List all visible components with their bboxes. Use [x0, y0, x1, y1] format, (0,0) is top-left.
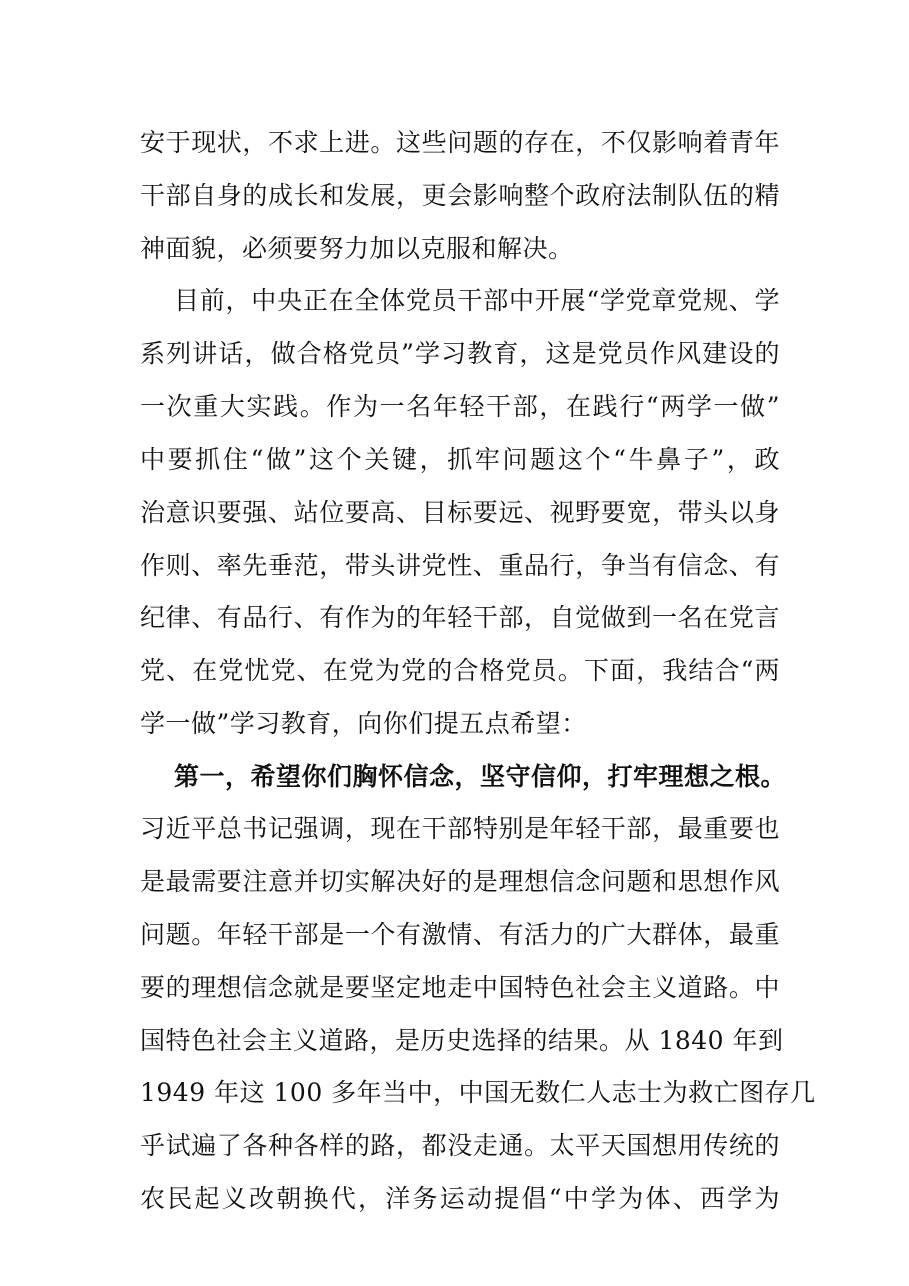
paragraph-line: 要的理想信念就是要坚定地走中国特色社会主义道路。中 — [140, 973, 780, 1002]
paragraph-line: 作则、率先垂范，带头讲党性、重品行，争当有信念、有 — [140, 551, 780, 580]
paragraph-line: 中要抓住“做”这个关键，抓牢问题这个“牛鼻子”，政 — [140, 445, 780, 474]
paragraph-line: 安于现状，不求上进。这些问题的存在，不仅影响着青年 — [140, 128, 780, 157]
paragraph-line: 问题。年轻干部是一个有激情、有活力的广大群体，最重 — [140, 920, 780, 949]
paragraph-line: 乎试遍了各种各样的路，都没走通。太平天国想用传统的 — [140, 1131, 780, 1160]
paragraph-line: 1949 年这 100 多年当中，中国无数仁人志士为救亡图存几 — [140, 1078, 816, 1107]
paragraph-line: 一次重大实践。作为一名年轻干部，在践行“两学一做” — [140, 392, 780, 421]
paragraph-line: 国特色社会主义道路，是历史选择的结果。从 1840 年到 — [140, 1026, 784, 1055]
paragraph-line: 治意识要强、站位要高、目标要远、视野要宽，带头以身 — [140, 498, 780, 527]
paragraph-line: 纪律、有品行、有作为的年轻干部，自觉做到一名在党言 — [140, 603, 780, 632]
paragraph-line: 干部自身的成长和发展，更会影响整个政府法制队伍的精 — [140, 181, 780, 210]
paragraph-line: 系列讲话，做合格党员”学习教育，这是党员作风建设的 — [140, 339, 780, 368]
paragraph-line: 学一做”学习教育，向你们提五点希望： — [140, 709, 587, 738]
section-heading: 第一，希望你们胸怀信念，坚守信仰，打牢理想之根。 — [174, 762, 787, 791]
paragraph-line: 党、在党忧党、在党为党的合格党员。下面，我结合“两 — [140, 656, 780, 685]
paragraph-line: 是最需要注意并切实解决好的是理想信念问题和思想作风 — [140, 867, 780, 896]
paragraph-line: 目前，中央正在全体党员干部中开展“学党章党规、学 — [174, 286, 780, 315]
paragraph-line: 农民起义改朝换代，洋务运动提倡“中学为体、西学为 — [140, 1184, 780, 1213]
paragraph-line: 习近平总书记强调，现在干部特别是年轻干部，最重要也 — [140, 814, 780, 843]
paragraph-line: 神面貌，必须要努力加以克服和解决。 — [140, 234, 574, 263]
